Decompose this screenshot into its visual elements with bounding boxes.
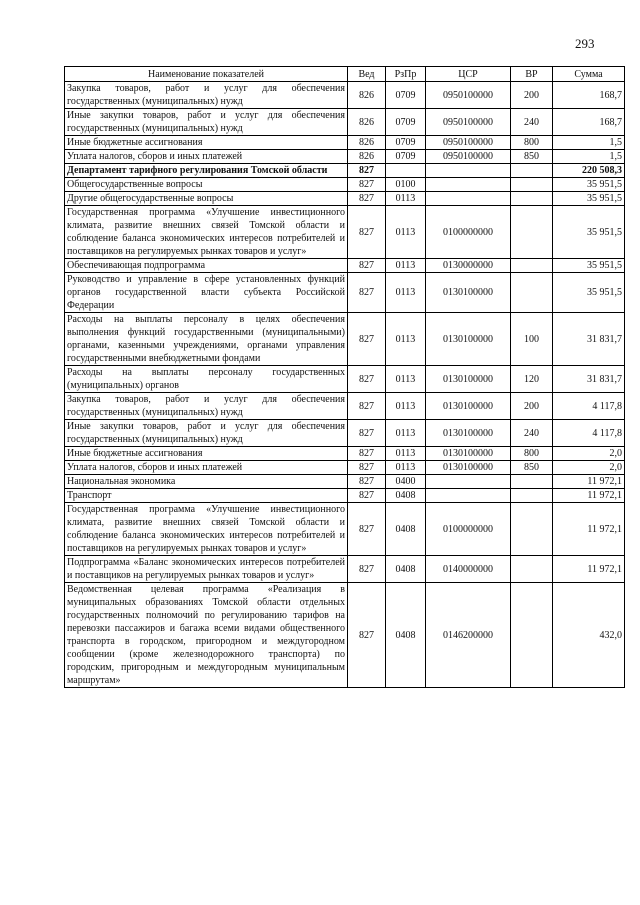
row-name: Государственная программа «Улучшение инвестиционного климата, развитие внешних связей Томской области и соблюдение баланса экономических интересов потребителей и поставщиков на регулируемых рынках товаров и услуг» (65, 503, 348, 556)
row-rzpr: 0113 (386, 259, 426, 273)
row-sum: 11 972,1 (553, 475, 625, 489)
row-sum: 35 951,5 (553, 192, 625, 206)
row-sum: 2,0 (553, 461, 625, 475)
row-vr (511, 164, 553, 178)
page-number: 293 (575, 36, 595, 51)
row-csr: 0130000000 (426, 259, 511, 273)
row-ved: 827 (348, 366, 386, 393)
row-sum: 4 117,8 (553, 420, 625, 447)
row-rzpr: 0709 (386, 109, 426, 136)
table-row (65, 192, 625, 206)
row-ved: 827 (348, 313, 386, 366)
row-vr (511, 503, 553, 556)
row-sum: 35 951,5 (553, 259, 625, 273)
row-rzpr: 0113 (386, 192, 426, 206)
row-sum: 31 831,7 (553, 366, 625, 393)
row-csr: 0140000000 (426, 556, 511, 583)
row-ved: 827 (348, 192, 386, 206)
row-vr (511, 583, 553, 688)
row-vr: 120 (511, 366, 553, 393)
table-row (65, 136, 625, 150)
table-row (65, 556, 625, 583)
row-name: Закупка товаров, работ и услуг для обеспечения государственных (муниципальных) нужд (65, 82, 348, 109)
row-name: Департамент тарифного регулирования Томской области (65, 164, 348, 178)
row-vr: 200 (511, 393, 553, 420)
row-name: Расходы на выплаты персоналу в целях обеспечения выполнения функций государственными (муниципальными) органами, казенными учреждениями, органами управления государственными внебюджетными фондами (65, 313, 348, 366)
row-vr (511, 273, 553, 313)
row-ved: 827 (348, 206, 386, 259)
row-ved: 827 (348, 503, 386, 556)
row-vr: 240 (511, 109, 553, 136)
row-name: Иные закупки товаров, работ и услуг для обеспечения государственных (муниципальных) нужд (65, 420, 348, 447)
row-vr (511, 178, 553, 192)
row-sum: 11 972,1 (553, 503, 625, 556)
row-csr (426, 192, 511, 206)
row-ved: 827 (348, 475, 386, 489)
row-sum: 220 508,3 (553, 164, 625, 178)
row-vr: 800 (511, 136, 553, 150)
row-sum: 11 972,1 (553, 489, 625, 503)
row-vr: 850 (511, 150, 553, 164)
table-row (65, 273, 625, 313)
table-row (65, 366, 625, 393)
row-rzpr: 0408 (386, 583, 426, 688)
row-ved: 826 (348, 82, 386, 109)
row-name: Транспорт (65, 489, 348, 503)
row-name: Обеспечивающая подпрограмма (65, 259, 348, 273)
row-csr (426, 164, 511, 178)
row-ved: 827 (348, 420, 386, 447)
table-row (65, 164, 625, 178)
col-header-name: Наименование показателей (65, 67, 348, 82)
row-rzpr: 0113 (386, 206, 426, 259)
table-row (65, 503, 625, 556)
table-row (65, 489, 625, 503)
row-ved: 827 (348, 556, 386, 583)
row-name: Подпрограмма «Баланс экономических интересов потребителей и поставщиков на регулируемых рынках товаров и услуг» (65, 556, 348, 583)
row-rzpr: 0113 (386, 313, 426, 366)
row-ved: 827 (348, 583, 386, 688)
table-row (65, 259, 625, 273)
budget-table (64, 66, 625, 688)
row-sum: 35 951,5 (553, 206, 625, 259)
table-row (65, 313, 625, 366)
row-sum: 35 951,5 (553, 178, 625, 192)
table-row (65, 109, 625, 136)
table-row (65, 206, 625, 259)
row-ved: 827 (348, 273, 386, 313)
row-csr: 0100000000 (426, 503, 511, 556)
row-ved: 827 (348, 178, 386, 192)
table-row (65, 475, 625, 489)
row-csr: 0130100000 (426, 461, 511, 475)
row-vr (511, 556, 553, 583)
row-csr: 0950100000 (426, 82, 511, 109)
row-csr: 0130100000 (426, 447, 511, 461)
row-ved: 827 (348, 447, 386, 461)
table-row (65, 420, 625, 447)
table-row (65, 82, 625, 109)
row-csr: 0950100000 (426, 150, 511, 164)
row-rzpr: 0113 (386, 461, 426, 475)
row-name: Уплата налогов, сборов и иных платежей (65, 461, 348, 475)
row-name: Иные бюджетные ассигнования (65, 136, 348, 150)
col-header-ved: Вед (348, 67, 386, 82)
row-sum: 168,7 (553, 109, 625, 136)
table-row (65, 447, 625, 461)
table-row (65, 393, 625, 420)
row-vr (511, 489, 553, 503)
row-name: Иные бюджетные ассигнования (65, 447, 348, 461)
row-name: Государственная программа «Улучшение инвестиционного климата, развитие внешних связей Томской области и соблюдение баланса экономических интересов потребителей и поставщиков на регулируемых рынках товаров и услуг» (65, 206, 348, 259)
table-row (65, 178, 625, 192)
row-csr (426, 178, 511, 192)
row-csr (426, 489, 511, 503)
row-vr: 200 (511, 82, 553, 109)
table-row (65, 150, 625, 164)
row-vr (511, 206, 553, 259)
row-csr: 0130100000 (426, 366, 511, 393)
row-rzpr: 0408 (386, 503, 426, 556)
row-csr: 0130100000 (426, 420, 511, 447)
row-name: Уплата налогов, сборов и иных платежей (65, 150, 348, 164)
row-sum: 31 831,7 (553, 313, 625, 366)
row-rzpr: 0408 (386, 489, 426, 503)
row-rzpr: 0113 (386, 420, 426, 447)
row-sum: 1,5 (553, 136, 625, 150)
row-ved: 826 (348, 136, 386, 150)
row-csr: 0146200000 (426, 583, 511, 688)
row-sum: 432,0 (553, 583, 625, 688)
row-vr (511, 192, 553, 206)
row-vr: 240 (511, 420, 553, 447)
row-rzpr: 0400 (386, 475, 426, 489)
row-sum: 168,7 (553, 82, 625, 109)
row-sum: 4 117,8 (553, 393, 625, 420)
row-rzpr: 0113 (386, 447, 426, 461)
row-rzpr: 0113 (386, 393, 426, 420)
row-name: Ведомственная целевая программа «Реализация в муниципальных образованиях Томской области отдельных государственных полномочий по регулированию тарифов на перевозки пассажиров и багажа всеми видами общественного транспорта в городском, пригородном и междугородном сообщении (кроме железнодорожного транспорта) по городским, пригородным и междугородным муниципальным маршрутам» (65, 583, 348, 688)
row-vr: 850 (511, 461, 553, 475)
row-vr (511, 259, 553, 273)
row-ved: 827 (348, 461, 386, 475)
row-name: Другие общегосударственные вопросы (65, 192, 348, 206)
table-row (65, 461, 625, 475)
row-vr: 800 (511, 447, 553, 461)
row-csr (426, 475, 511, 489)
row-name: Руководство и управление в сфере установленных функций органов государственной власти субъекта Российской Федерации (65, 273, 348, 313)
row-ved: 827 (348, 259, 386, 273)
row-ved: 826 (348, 109, 386, 136)
row-vr (511, 475, 553, 489)
row-csr: 0130100000 (426, 273, 511, 313)
row-sum: 1,5 (553, 150, 625, 164)
row-rzpr: 0709 (386, 136, 426, 150)
row-sum: 2,0 (553, 447, 625, 461)
row-csr: 0130100000 (426, 393, 511, 420)
row-rzpr: 0709 (386, 150, 426, 164)
row-csr: 0100000000 (426, 206, 511, 259)
table-row (65, 583, 625, 688)
row-rzpr (386, 164, 426, 178)
row-ved: 826 (348, 150, 386, 164)
row-rzpr: 0408 (386, 556, 426, 583)
row-ved: 827 (348, 164, 386, 178)
row-rzpr: 0100 (386, 178, 426, 192)
table-header-row (65, 67, 625, 82)
col-header-csr: ЦСР (426, 67, 511, 82)
row-name: Национальная экономика (65, 475, 348, 489)
col-header-vr: ВР (511, 67, 553, 82)
row-rzpr: 0113 (386, 366, 426, 393)
col-header-sum: Сумма (553, 67, 625, 82)
row-csr: 0950100000 (426, 136, 511, 150)
row-sum: 35 951,5 (553, 273, 625, 313)
row-name: Расходы на выплаты персоналу государственных (муниципальных) органов (65, 366, 348, 393)
col-header-rzpr: РзПр (386, 67, 426, 82)
row-name: Закупка товаров, работ и услуг для обеспечения государственных (муниципальных) нужд (65, 393, 348, 420)
row-csr: 0950100000 (426, 109, 511, 136)
row-ved: 827 (348, 393, 386, 420)
row-sum: 11 972,1 (553, 556, 625, 583)
row-csr: 0130100000 (426, 313, 511, 366)
row-name: Общегосударственные вопросы (65, 178, 348, 192)
row-name: Иные закупки товаров, работ и услуг для обеспечения государственных (муниципальных) нужд (65, 109, 348, 136)
row-vr: 100 (511, 313, 553, 366)
row-rzpr: 0709 (386, 82, 426, 109)
row-ved: 827 (348, 489, 386, 503)
row-rzpr: 0113 (386, 273, 426, 313)
